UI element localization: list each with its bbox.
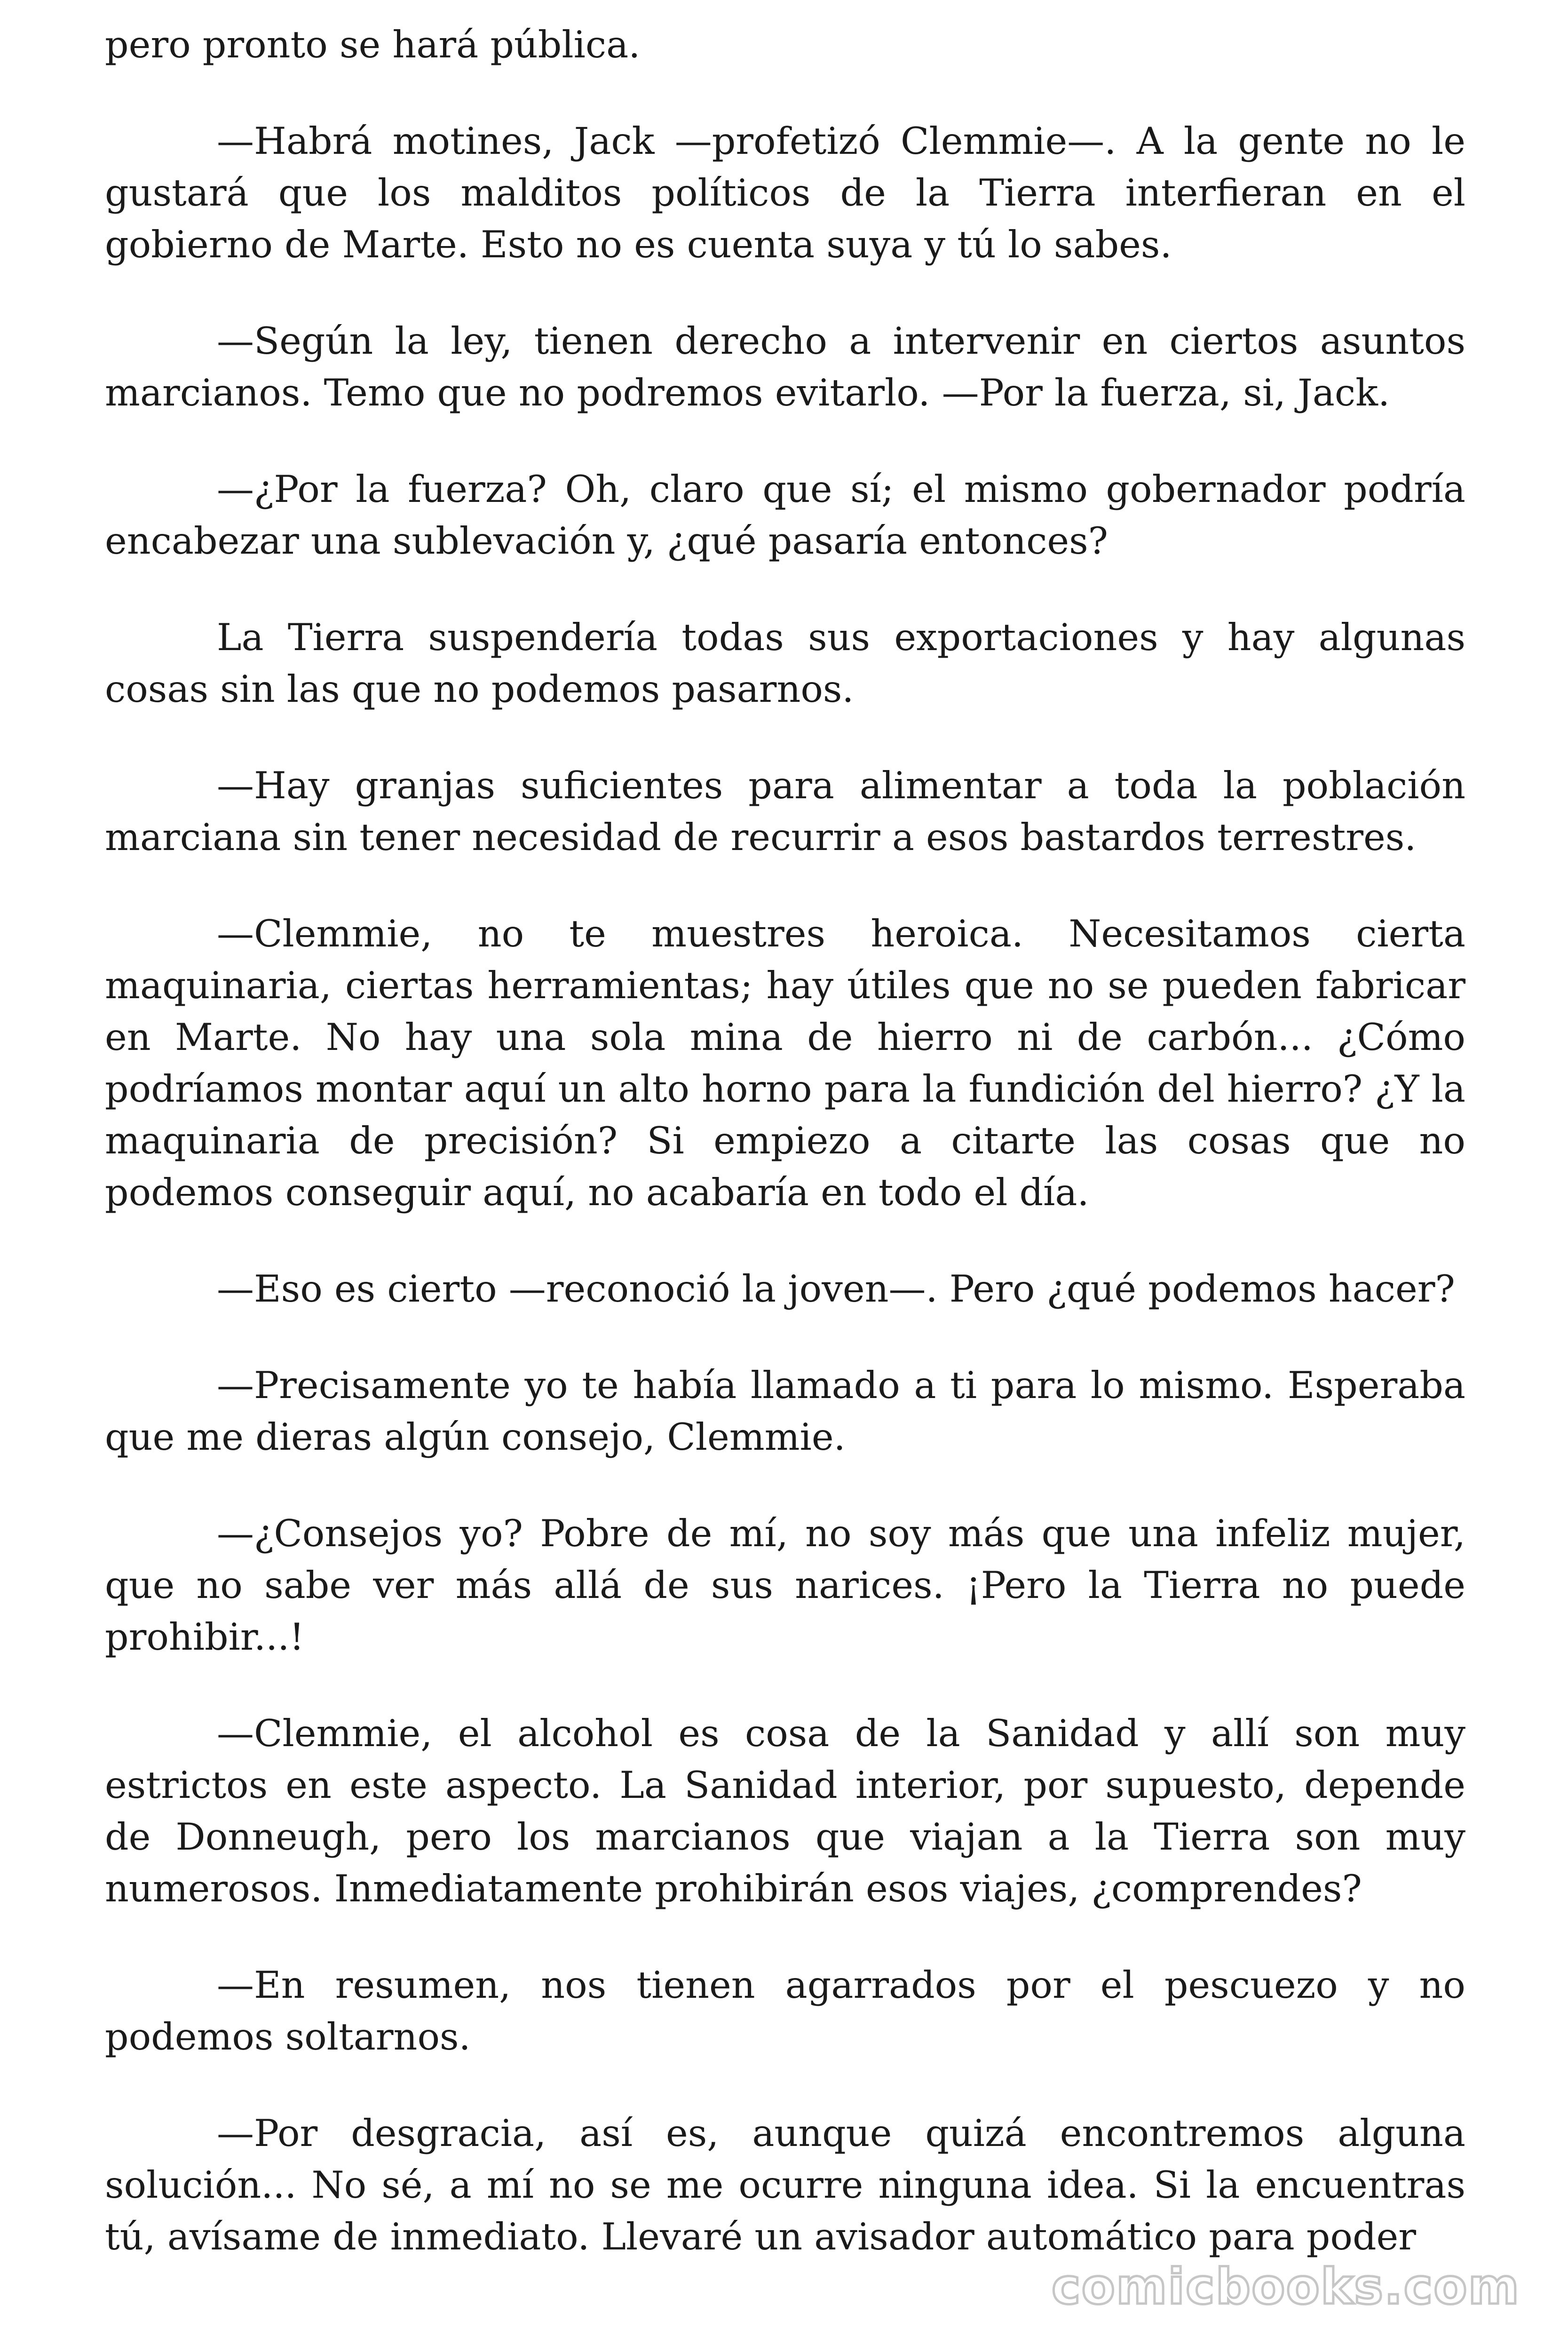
- site-watermark: comicbooks.com: [1051, 2258, 1520, 2315]
- paragraph-0: pero pronto se hará pública.: [105, 23, 641, 66]
- paragraph-1: —Habrá motines, Jack —profetizó Clemmie—. A la gente no le gustará que los malditos políticos de la Tierra interfieran en el gobierno de Marte. Esto no es cuenta suya y tú lo sabes.: [105, 119, 1465, 266]
- paragraph-12: —Por desgracia, así es, aunque quizá encontremos alguna solución... No sé, a mí no se me ocurre ninguna idea. Si la encuentras tú, avísame de inmediato. Llevaré un avisador automático para poder: [105, 2112, 1465, 2258]
- paragraph-4: La Tierra suspendería todas sus exportaciones y hay algunas cosas sin las que no podemos pasarnos.: [105, 616, 1465, 711]
- paragraph-7: —Eso es cierto —reconoció la joven—. Pero ¿qué podemos hacer?: [217, 1267, 1455, 1311]
- book-page: [105, 0, 1465, 2352]
- paragraph-9: —¿Consejos yo? Pobre de mí, no soy más que una infeliz mujer, que no sabe ver más allá de sus narices. ¡Pero la Tierra no puede prohibir...!: [105, 1512, 1465, 1659]
- paragraph-10: —Clemmie, el alcohol es cosa de la Sanidad y allí son muy estrictos en este aspecto. La Sanidad interior, por supuesto, depende de Donneugh, pero los marcianos que viajan a la Tierra son muy numerosos. Inmediatamente prohibirán esos viajes, ¿comprendes?: [105, 1712, 1465, 1910]
- paragraph-8: —Precisamente yo te había llamado a ti para lo mismo. Esperaba que me dieras algún consejo, Clemmie.: [105, 1364, 1465, 1459]
- paragraph-5: —Hay granjas suficientes para alimentar a toda la población marciana sin tener necesidad de recurrir a esos bastardos terrestres.: [105, 764, 1465, 859]
- paragraph-11: —En resumen, nos tienen agarrados por el pescuezo y no podemos soltarnos.: [105, 1963, 1465, 2058]
- paragraph-2: —Según la ley, tienen derecho a intervenir en ciertos asuntos marcianos. Temo que no podremos evitarlo. —Por la fuerza, si, Jack.: [105, 319, 1465, 414]
- paragraph-6: —Clemmie, no te muestres heroica. Necesitamos cierta maquinaria, ciertas herramientas; hay útiles que no se pueden fabricar en Marte. No hay una sola mina de hierro ni de carbón... ¿Cómo podríamos montar aquí un alto horno para la fundición del hierro? ¿Y la maquinaria de precisión? Si empiezo a citarte las cosas que no podemos conseguir aquí, no acabaría en todo el día.: [105, 912, 1465, 1214]
- paragraph-3: —¿Por la fuerza? Oh, claro que sí; el mismo gobernador podría encabezar una sublevación y, ¿qué pasaría entonces?: [105, 468, 1465, 563]
